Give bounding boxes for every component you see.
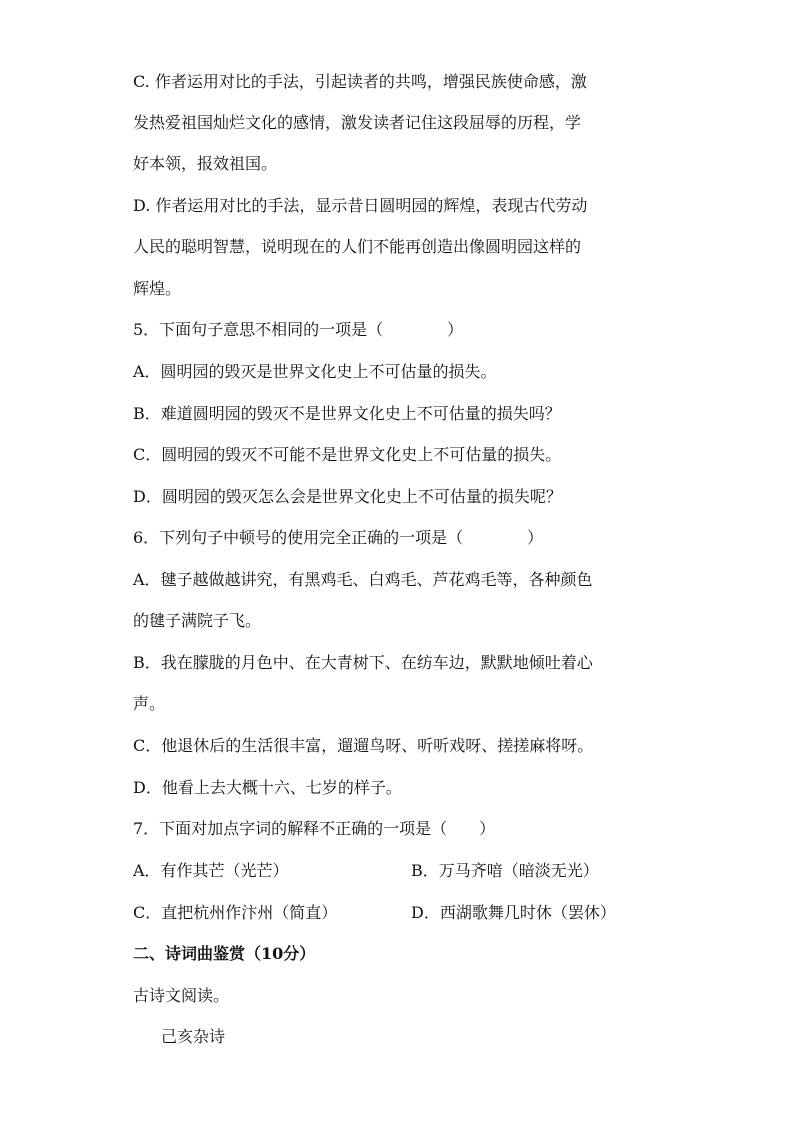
section-2-heading: 二、诗词曲鉴赏（10分） bbox=[133, 944, 316, 963]
section-2-instruction: 古诗文阅读。 bbox=[133, 986, 230, 1005]
option-c-line-3: 好本领，报效祖国。 bbox=[133, 154, 278, 173]
question-6-option-a-line-1: A．毽子越做越讲究，有黑鸡毛、白鸡毛、芦花鸡毛等，各种颜色 bbox=[133, 570, 593, 589]
question-6-option-a-line-2: 的毽子满院子飞。 bbox=[133, 611, 262, 630]
question-6-option-c: C．他退休后的生活很丰富，遛遛鸟呀、听听戏呀、搓搓麻将呀。 bbox=[133, 736, 594, 755]
question-7-stem: 7．下面对加点字词的解释不正确的一项是（ ） bbox=[133, 819, 496, 838]
question-5-stem: 5．下面句子意思不相同的一项是（ ） bbox=[133, 320, 464, 339]
question-7-option-d: D．西湖歌舞几时休（罢休） bbox=[411, 903, 616, 922]
poem-title: 己亥杂诗 bbox=[161, 1027, 226, 1046]
question-5-option-d: D．圆明园的毁灭怎么会是世界文化史上不可估量的损失呢？ bbox=[133, 487, 562, 506]
question-5-option-c: C．圆明园的毁灭不可能不是世界文化史上不可估量的损失。 bbox=[133, 445, 562, 464]
question-5-option-b: B．难道圆明园的毁灭不是世界文化史上不可估量的损失吗？ bbox=[133, 404, 561, 423]
question-6-option-d: D．他看上去大概十六、七岁的样子。 bbox=[133, 778, 402, 797]
question-6-option-b-line-1: B．我在朦胧的月色中、在大青树下、在纺车边，默默地倾吐着心 bbox=[133, 653, 593, 672]
question-6-option-b-line-2: 声。 bbox=[133, 694, 166, 713]
option-c-line-2: 发热爱祖国灿烂文化的感情，激发读者记住这段屈辱的历程，学 bbox=[133, 113, 582, 132]
option-d-line-1: D. 作者运用对比的手法，显示昔日圆明园的辉煌，表现古代劳动 bbox=[133, 196, 588, 215]
option-d-line-3: 辉煌。 bbox=[133, 279, 182, 298]
question-6-stem: 6．下列句子中顿号的使用完全正确的一项是（ ） bbox=[133, 528, 544, 547]
option-d-line-2: 人民的聪明智慧，说明现在的人们不能再创造出像圆明园这样的 bbox=[133, 237, 582, 256]
question-7-option-c: C．直把杭州作汴州（简直） bbox=[133, 903, 338, 922]
question-5-option-a: A．圆明园的毁灭是世界文化史上不可估量的损失。 bbox=[133, 362, 497, 381]
question-7-option-a: A．有作其芒（光芒） bbox=[133, 861, 289, 880]
question-7-option-b: B．万马齐喑（暗淡无光） bbox=[411, 861, 599, 880]
option-c-line-1: C. 作者运用对比的手法，引起读者的共鸣，增强民族使命感，激 bbox=[133, 72, 587, 91]
